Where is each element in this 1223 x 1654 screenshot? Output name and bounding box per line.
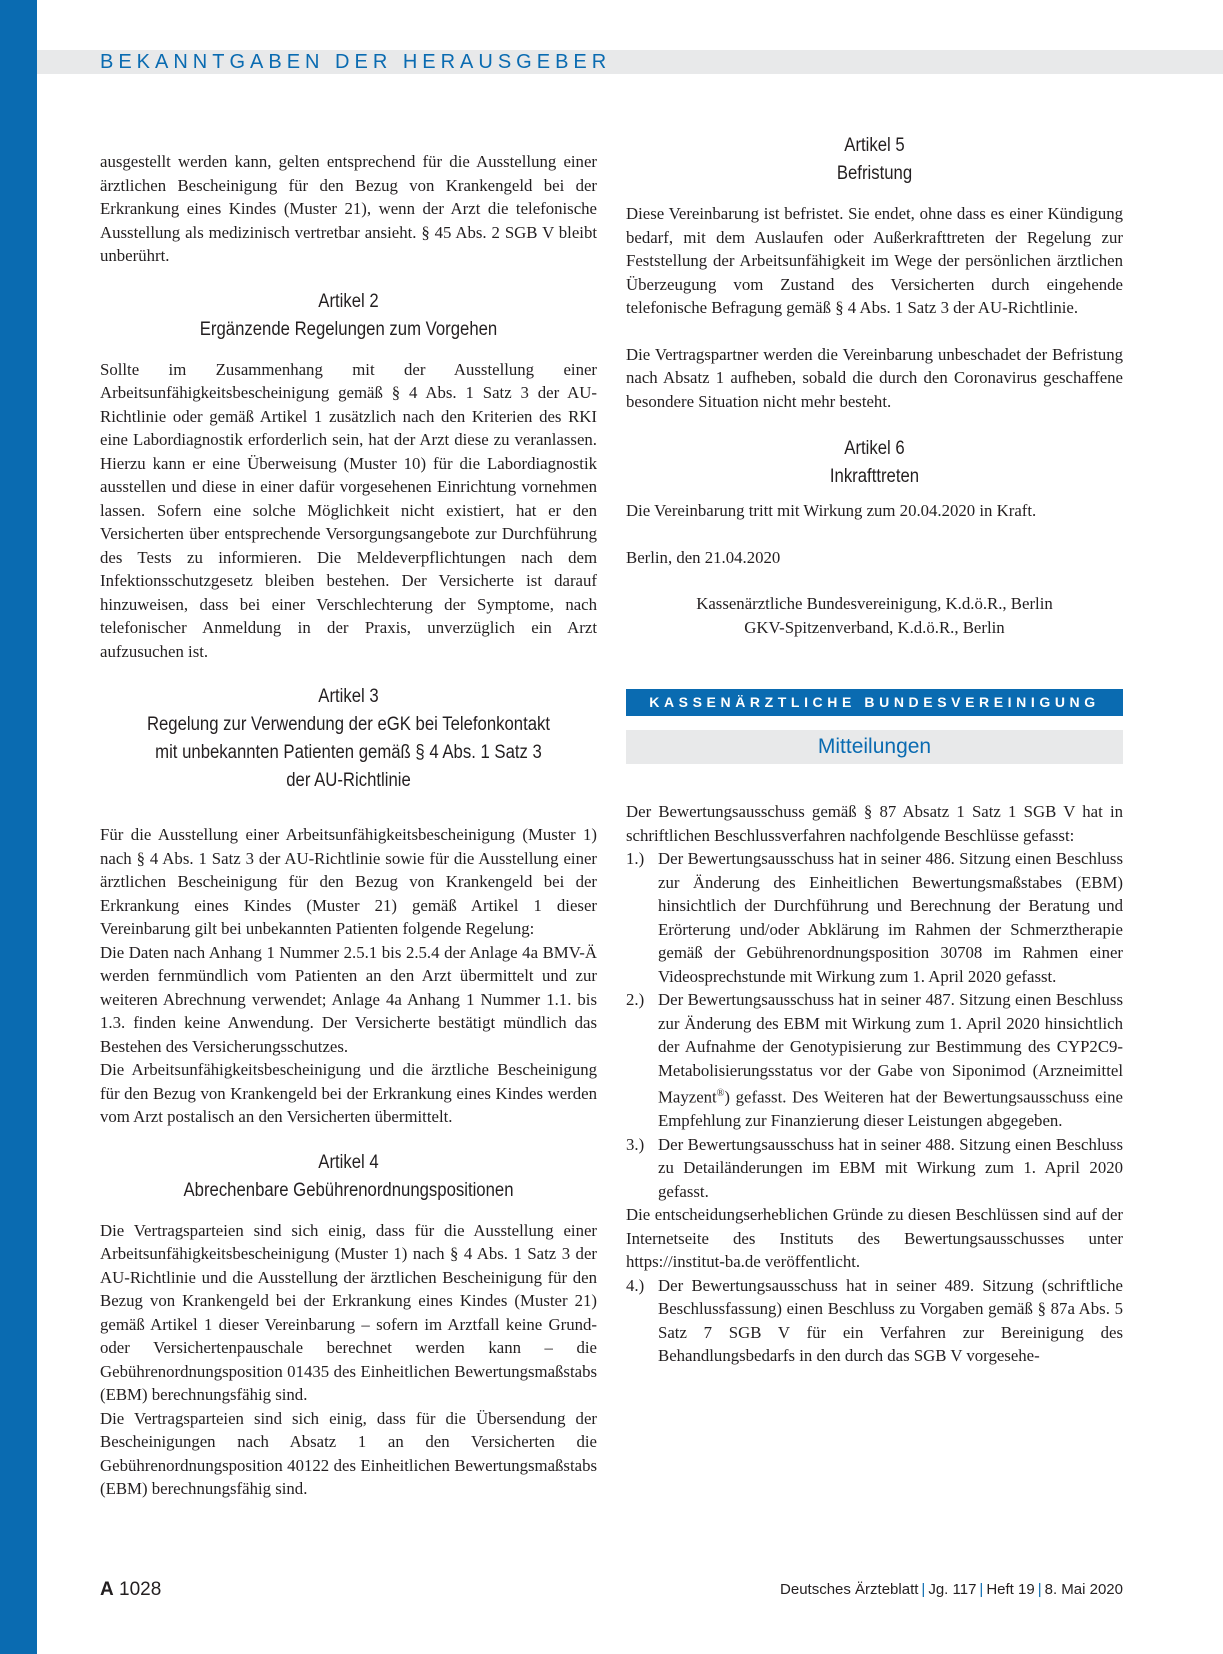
article-3-paragraph: Für die Ausstellung einer Arbeitsunfähigkeitsbescheinigung (Muster 1) nach § 4 Abs. 1 Satz 3 der AU-Richtlinie sowie für die Ausstellung einer ärztlichen Bescheinigung für den Bezug von Krankengeld bei der Erkrankung eines Kindes (Muster 21) gemäß Artikel 1 dieser Vereinbarung gilt bei unbekannten Patienten folgende Regelung: xyxy=(100,825,597,938)
journal-date: 8. Mai 2020 xyxy=(1044,1581,1123,1598)
page-number: A 1028 xyxy=(100,1579,162,1600)
article-3-heading xyxy=(100,683,597,795)
article-2-heading xyxy=(100,288,597,344)
article-5-heading xyxy=(626,132,1123,188)
list-item: 4.) Der Bewertungsausschuss hat in seiner 489. Sitzung (schriftliche Beschlussfassung) einen Beschluss zu Vorgaben gemäß § 87a Abs. 5 Satz 7 SGB V für ein Verfahren zur Bereinigung des Behandlungsbedarfs in den durch das SGB V vorgesehe- xyxy=(626,1275,1123,1366)
article-title: Artikel 6 xyxy=(844,438,905,459)
article-3-paragraph: Die Arbeitsunfähigkeitsbescheinigung und die ärztliche Bescheinigung für den Bezug von Krankengeld bei der Erkrankung eines Kindes werden vom Arzt postalisch an den Versicherten übermittelt. xyxy=(100,1060,597,1126)
article-5-paragraph: Diese Vereinbarung ist befristet. Sie endet, ohne dass es einer Kündigung bedarf, mit dem Auslaufen oder Außerkrafttreten der Regelung zur Feststellung der Arbeitsunfähigkeit im Wege der persönlichen ärztlichen Überzeugung vom Zustand des Versicherten durch eingehende telefonische Befragung gemäß § 4 Abs. 1 Satz 3 der AU-Richtlinie. xyxy=(626,204,1123,317)
journal-footer: Deutsches Ärzteblatt | Jg. 117 | Heft 19 | 8. Mai 2020 xyxy=(780,1581,1123,1598)
list-item: 2.) Der Bewertungsausschuss hat in seiner 487. Sitzung einen Beschluss zur Änderung des EBM mit Wirkung zum 1. April 2020 hinsichtlich der Aufnahme der Genotypisierung zur Bestimmung des CYP2C9-Metabolisierungsstatus vor der Gabe von Siponimod (Arzneimittel Mayzent®) gefasst. Des Weiteren hat der Bewertungsausschuss eine Empfehlung zur Finanzierung dieser Leistungen abgegeben. xyxy=(626,990,1123,1131)
article-subtitle: Befristung xyxy=(836,163,913,184)
article-title: Artikel 2 xyxy=(318,290,379,312)
left-column xyxy=(100,150,597,1501)
article-title: Artikel 4 xyxy=(318,1151,379,1173)
article-4-paragraph: Die Vertragsparteien sind sich einig, dass für die Ausstellung einer Arbeitsunfähigkeitsbescheinigung (Muster 1) nach § 4 Abs. 1 Satz 3 der AU-Richtlinie und die Ausstellung der ärztlichen Bescheinigung für den Bezug von Krankengeld bei der Erkrankung eines Kindes (Muster 21) gemäß Artikel 1 dieser Vereinbarung – sofern im Arztfall keine Grund- oder Versichertenpauschale berechnet werden kann – die Gebührenordnungsposition 01435 des Einheitlichen Bewertungsmaßstabs (EBM) berechnungsfähig sind. xyxy=(100,1220,597,1404)
article-title: Artikel 5 xyxy=(844,135,905,156)
article-6-paragraph: Die Vereinbarung tritt mit Wirkung zum 20.04.2020 in Kraft. xyxy=(626,501,1037,520)
journal-name: Deutsches Ärzteblatt xyxy=(780,1581,919,1598)
article-6-heading xyxy=(626,435,1123,491)
list-item: 3.) Der Bewertungsausschuss hat in seiner 488. Sitzung einen Beschluss zu Detailänderungen im EBM mit Wirkung zum 1. April 2020 gefasst. xyxy=(626,1134,1123,1201)
reasons-paragraph: Die entscheidungserheblichen Gründe zu diesen Beschlüssen sind auf der Internetseite des Instituts des Bewertungsausschusses unter https://institut-ba.de veröffentlicht. xyxy=(626,1205,1123,1272)
mitteilungen-intro: Der Bewertungsausschuss gemäß § 87 Absatz 1 Satz 1 SGB V hat in schriftlichen Beschlussverfahren nachfolgende Beschlüsse gefasst: xyxy=(626,802,1123,845)
article-subtitle-line: mit unbekannten Patienten gemäß § 4 Abs. 1 Satz 3 xyxy=(155,742,542,763)
journal-volume: Jg. 117 xyxy=(928,1581,977,1598)
article-subtitle-line: der AU-Richtlinie xyxy=(286,770,411,791)
article-subtitle: Inkrafttreten xyxy=(829,466,920,487)
list-item: 1.) Der Bewertungsausschuss hat in seiner 486. Sitzung einen Beschluss zur Änderung des Einheitlichen Bewertungsmaßstabes (EBM) hinsichtlich der Durchführung und Berechnung der Beratung und Erörterung und/oder Abklärung im Rahmen der Schmerztherapie gemäß der Gebührenordnungsposition 30708 im Rahmen einer Videosprechstunde mit Wirkung zum 1. April 2020 gefasst. xyxy=(626,849,1123,986)
article-title: Artikel 3 xyxy=(318,686,379,707)
article-2-paragraph: Sollte im Zusammenhang mit der Ausstellung einer Arbeitsunfähigkeitsbescheinigung gemäß § 4 Abs. 1 Satz 3 der AU-Richtlinie oder gemäß Artikel 1 zusätzlich nach den Kriterien des RKI eine Labordiagnostik erforderlich sein, hat der Arzt diese zu veranlassen. Hierzu kann er eine Überweisung (Muster 10) für die Labordiagnostik ausstellen und diese in einer dafür vorgesehenen Einrichtung vornehmen lassen. Sofern eine solche Möglichkeit nicht existiert, hat er den Versicherten über entsprechende Versorgungsangebote zur Durchführung des Tests zu informieren. Die Meldeverpflichtungen nach dem Infektionsschutzgesetz bleiben bestehen. Der Versicherte ist darauf hinzuweisen, dass bei einer Verschlechterung der Symptome, nach telefonischer Anmeldung in der Praxis, unverzüglich ein Arzt aufzusuchen ist. xyxy=(100,359,597,661)
article-3-paragraph: Die Daten nach Anhang 1 Nummer 2.5.1 bis 2.5.4 der Anlage 4a BMV-Ä werden fernmündlich vom Patienten an den Arzt übermittelt und zur weiteren Abrechnung verwendet; Anlage 4a Anhang 1 Nummer 1.1. bis 1.3. finden keine Anwendung. Der Versicherte bestätigt mündlich das Bestehen des Versicherungsschutzes. xyxy=(100,942,597,1056)
mitteilungen-title: Mitteilungen xyxy=(626,730,1123,764)
left-accent-bar xyxy=(0,0,37,1654)
place-date: Berlin, den 21.04.2020 xyxy=(626,547,781,567)
article-subtitle-line: Regelung zur Verwendung der eGK bei Telefonkontakt xyxy=(146,714,551,735)
article-subtitle: Abrechenbare Gebührenordnungspositionen xyxy=(183,1179,514,1201)
journal-issue: Heft 19 xyxy=(986,1581,1035,1598)
section-header: BEKANNTGABEN DER HERAUSGEBER xyxy=(100,51,612,73)
registered-mark: ® xyxy=(716,1088,725,1099)
article-4-paragraph: Die Vertragsparteien sind sich einig, dass für die Übersendung der Bescheinigungen nach Absatz 1 an den Versicherten die Gebührenordnungsposition 40122 des Einheitlichen Bewertungsmaßstabs (EBM) berechnungsfähig sind. xyxy=(100,1408,597,1498)
right-column xyxy=(626,135,1123,1368)
resolution-list-continued xyxy=(626,1274,1123,1368)
intro-paragraph: ausgestellt werden kann, gelten entsprechend für die Ausstellung einer ärztlichen Bescheinigung für den Bezug von Krankengeld bei der Erkrankung eines Kindes (Muster 21), wenn der Arzt die telefonische Ausstellung als medizinisch vertretbar ansieht. § 45 Abs. 2 SGB V bleibt unberührt. xyxy=(100,152,597,265)
signatory-gkv: GKV-Spitzenverband, K.d.ö.R., Berlin xyxy=(744,617,1005,637)
article-4-heading xyxy=(100,1149,597,1205)
kbv-section-banner: KASSENÄRZTLICHE BUNDESVEREINIGUNG xyxy=(626,689,1123,716)
signatory-kbv: Kassenärztliche Bundesvereinigung, K.d.ö.R., Berlin xyxy=(696,594,1053,613)
article-5-paragraph: Die Vertragspartner werden die Vereinbarung unbeschadet der Befristung nach Absatz 1 aufheben, sobald die durch den Coronavirus geschaffene besondere Situation nicht mehr besteht. xyxy=(626,344,1123,411)
resolution-list xyxy=(626,847,1123,1203)
article-subtitle: Ergänzende Regelungen zum Vorgehen xyxy=(199,318,498,340)
